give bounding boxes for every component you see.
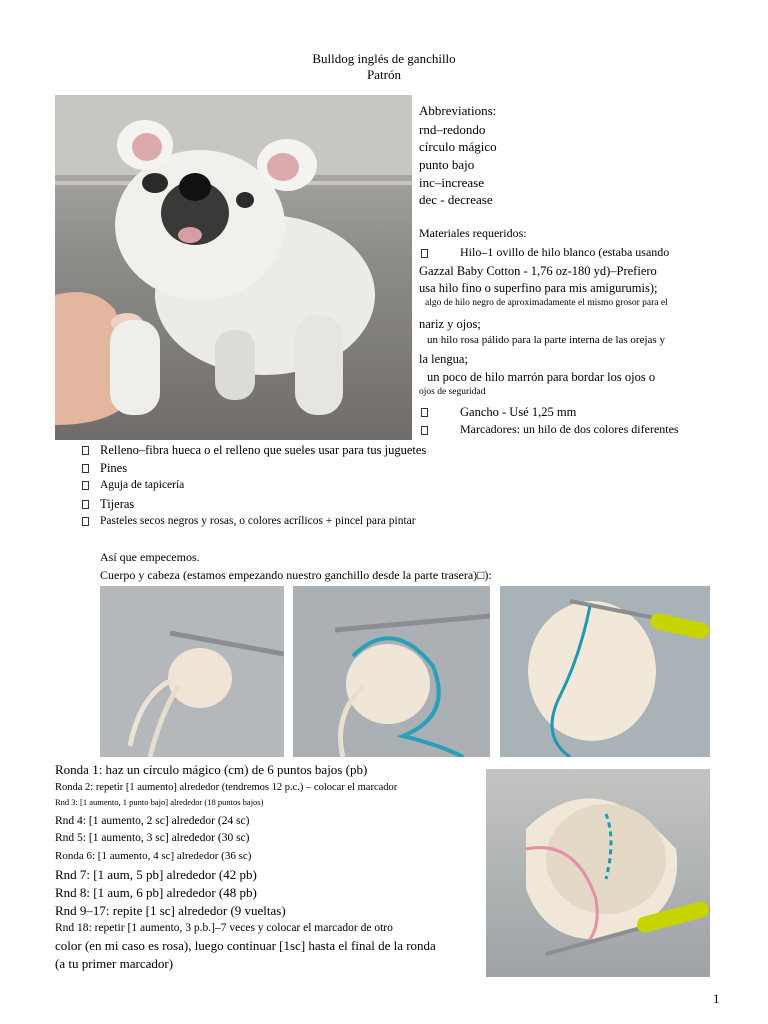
- document-subtitle: Patrón: [367, 67, 401, 82]
- section-heading: Cuerpo y cabeza (estamos empezando nuestro ganchillo desde la parte trasera)□):: [100, 568, 492, 582]
- round-instruction: Ronda 2: repetir [1 aumento] alrededor (tendremos 12 p.c.) – colocar el marcador: [55, 782, 398, 793]
- abbreviation-item: dec - decrease: [419, 192, 493, 207]
- abbreviation-item: inc–increase: [419, 175, 484, 190]
- round-instruction: Rnd 8: [1 aum, 6 pb] alrededor (48 pb): [55, 885, 257, 900]
- round-instruction: Ronda 1: haz un círculo mágico (cm) de 6 puntos bajos (pb): [55, 762, 368, 777]
- round-instruction: Rnd 3: [1 aumento, 1 punto bajo] alrededor (18 puntos bajos): [55, 797, 264, 807]
- material-markers: Marcadores: un hilo de dos colores diferentes: [460, 422, 679, 436]
- material-hook: Gancho - Usé 1,25 mm: [460, 405, 577, 419]
- bullet-icon: [421, 249, 428, 258]
- abbreviation-item: círculo mágico: [419, 139, 497, 154]
- magic-circle-illustration: [100, 586, 284, 757]
- step-photo-3: [500, 586, 710, 757]
- material-brown-yarn: un poco de hilo marrón para bordar los ojos o: [427, 370, 656, 384]
- bullet-icon: [82, 464, 89, 473]
- material-list-item: Tijeras: [100, 497, 135, 511]
- abbreviation-item: punto bajo: [419, 157, 475, 172]
- bulldog-illustration: [55, 95, 412, 440]
- round-instruction: color (en mi caso es rosa), luego continuar [1sc] hasta el final de la ronda: [55, 938, 436, 953]
- bullet-icon: [82, 517, 89, 526]
- round-instruction: Rnd 4: [1 aumento, 2 sc] alrededor (24 sc): [55, 815, 250, 827]
- material-pink-yarn: un hilo rosa pálido para la parte interna de las orejas y: [427, 334, 665, 346]
- material-list-item: Relleno–fibra hueca o el relleno que sueles usar para tus juguetes: [100, 443, 427, 457]
- round-instruction: Rnd 5: [1 aumento, 3 sc] alrededor (30 sc): [55, 832, 250, 844]
- abbreviations-heading: Abbreviations:: [419, 103, 497, 118]
- round-instruction: Rnd 7: [1 aum, 5 pb] alrededor (42 pb): [55, 867, 257, 882]
- flat-circle-illustration: [500, 586, 710, 757]
- bullet-icon: [82, 500, 89, 509]
- bullet-icon: [421, 426, 428, 435]
- cup-shape-illustration: [486, 769, 710, 977]
- material-pink-yarn: la lengua;: [419, 352, 468, 366]
- bullet-icon: [421, 408, 428, 417]
- abbreviation-item: rnd–redondo: [419, 122, 486, 137]
- round-instruction: (a tu primer marcador): [55, 956, 174, 971]
- material-black-yarn: algo de hilo negro de aproximadamente el mismo grosor para el: [425, 298, 668, 308]
- bullet-icon: [82, 446, 89, 455]
- material-black-yarn: nariz y ojos;: [419, 317, 481, 331]
- material-list-item: Aguja de tapicería: [100, 479, 185, 491]
- material-brown-yarn: ojos de seguridad: [419, 387, 486, 397]
- markers-illustration: [293, 586, 490, 757]
- page-number: 1: [713, 991, 720, 1006]
- step-photo-2: [293, 586, 490, 757]
- round-instruction: Rnd 9–17: repite [1 sc] alrededor (9 vueltas): [55, 903, 286, 918]
- step-photo-4: [486, 769, 710, 977]
- bulldog-photo: [55, 95, 412, 440]
- bullet-icon: [82, 481, 89, 490]
- material-list-item: Pasteles secos negros y rosas, o colores acrílicos + pincel para pintar: [100, 515, 416, 527]
- material-list-item: Pines: [100, 461, 128, 475]
- step-photo-1: [100, 586, 284, 757]
- round-instruction: Ronda 6: [1 aumento, 4 sc] alrededor (36 sc): [55, 850, 252, 862]
- material-yarn-line: usa hilo fino o superfino para mis amigurumis);: [419, 281, 658, 295]
- document-title: Bulldog inglés de ganchillo: [312, 51, 456, 66]
- material-yarn-line: Gazzal Baby Cotton - 1,76 oz-180 yd)–Prefiero: [419, 264, 657, 278]
- intro-text: Así que empecemos.: [100, 550, 200, 564]
- round-instruction: Rnd 18: repetir [1 aumento, 3 p.b.]–7 veces y colocar el marcador de otro: [55, 922, 393, 934]
- materials-heading: Materiales requeridos:: [419, 226, 527, 240]
- material-yarn-line: Hilo–1 ovillo de hilo blanco (estaba usando: [460, 245, 670, 259]
